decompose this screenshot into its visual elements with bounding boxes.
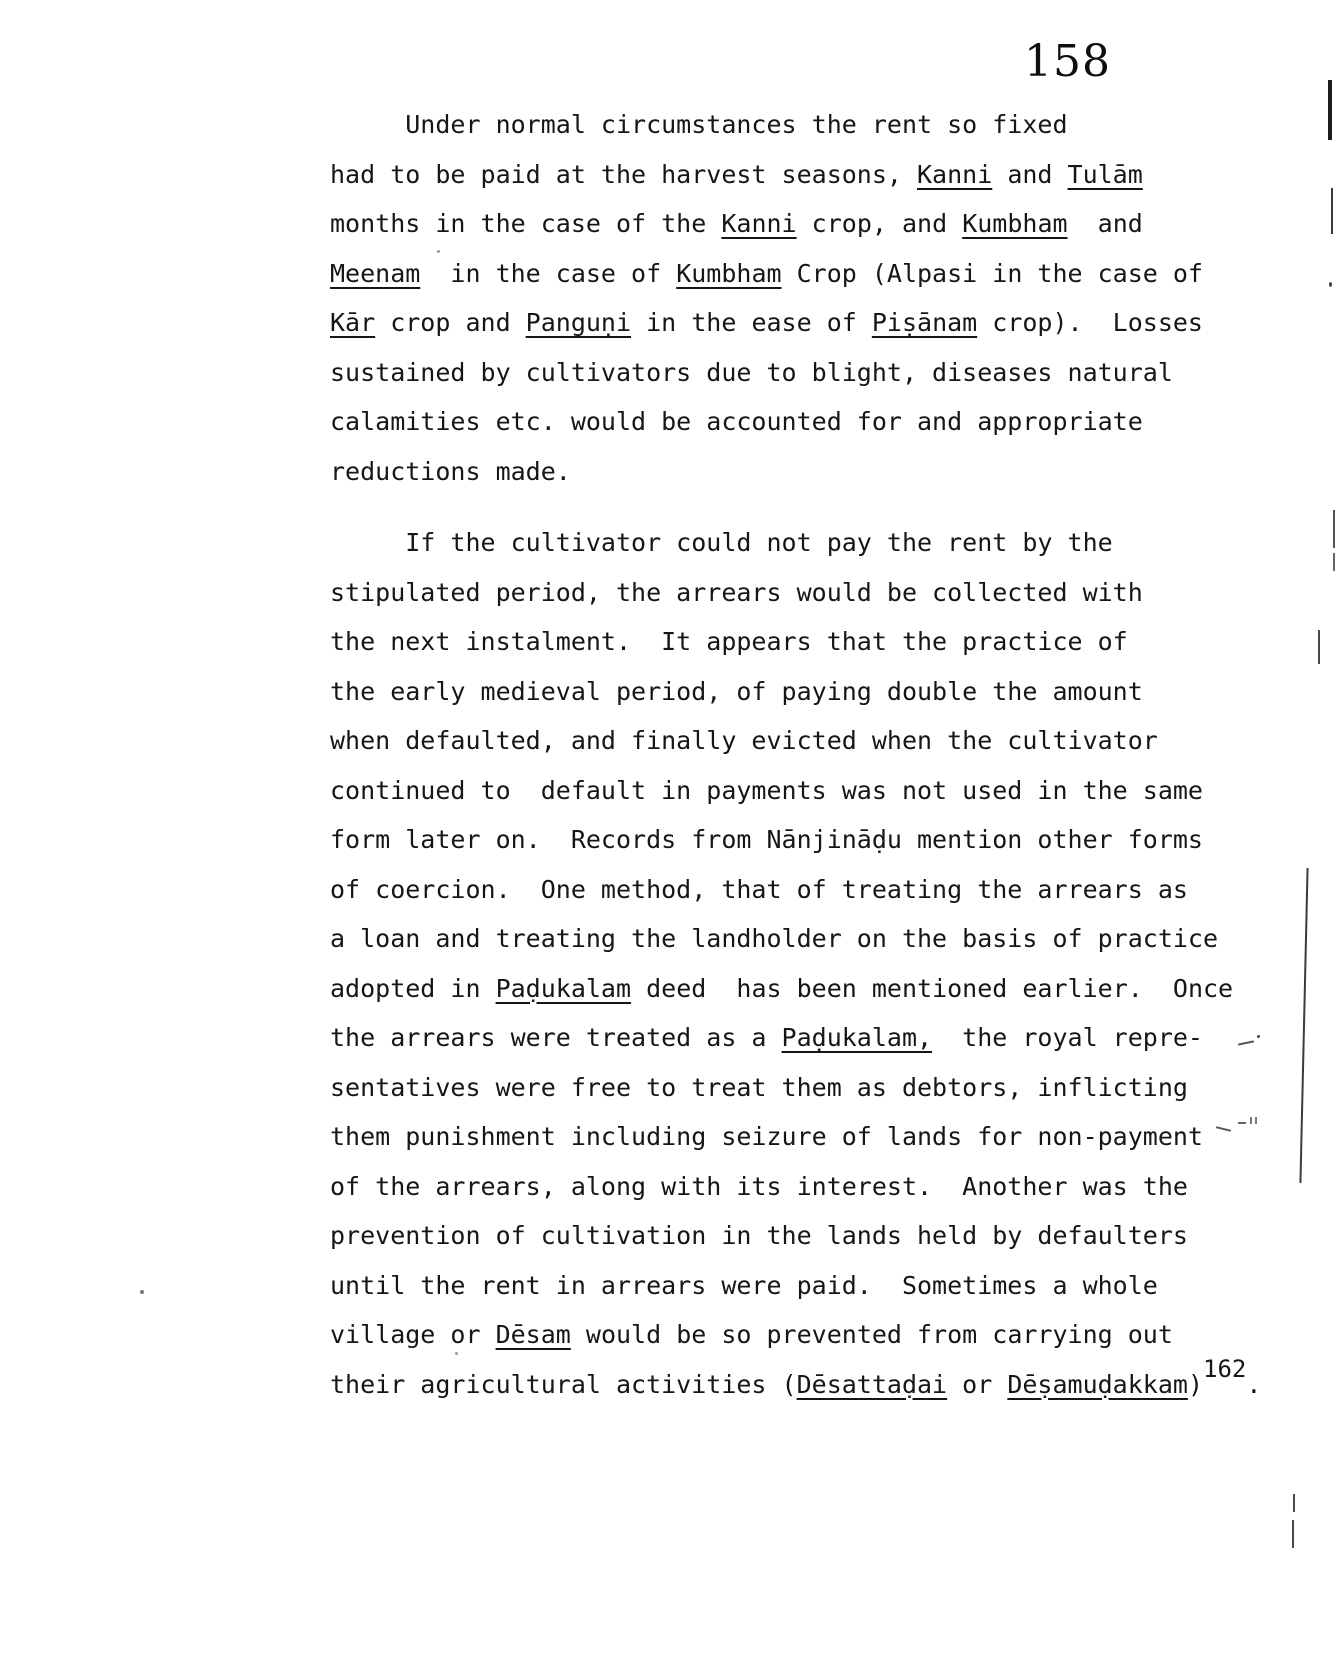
scan-speck-1: [140, 1290, 144, 1294]
text-line: [330, 348, 1270, 398]
underlined-term: Dēsam: [495, 1320, 571, 1349]
text-segment: would be so prevented from carrying out: [570, 1320, 1173, 1349]
scan-mark-edge-2: [1331, 188, 1333, 234]
text-segment: ): [1187, 1369, 1204, 1399]
text-segment: reductions made.: [330, 456, 571, 486]
scan-mark-dash-3: [1238, 1122, 1246, 1124]
text-segment: Under normal circumstances the rent so fixed: [330, 110, 1068, 139]
text-segment: prevention of cultivation in the lands held by defaulters: [330, 1221, 1188, 1250]
text-line: [330, 199, 1270, 249]
scan-mark-long-line: [1299, 868, 1308, 1183]
text-line: [330, 1063, 1270, 1113]
text-segment: the early medieval period, of paying double the amount: [330, 676, 1143, 706]
text-line: [330, 447, 1270, 497]
text-line: [330, 1310, 1270, 1360]
scan-mark-tick-2: [1293, 1494, 1295, 1512]
text-segment: stipulated period, the arrears would be collected with: [330, 577, 1143, 607]
text-line: [330, 100, 1270, 150]
text-line: [330, 766, 1270, 816]
underlined-term: Kanni: [721, 209, 797, 238]
text-segment: and: [992, 159, 1068, 189]
paragraph: [330, 518, 1270, 1409]
text-segment: months in the case of the: [330, 209, 722, 238]
text-line: [330, 298, 1270, 348]
text-line: [330, 249, 1270, 299]
underlined-term: Kumbham: [676, 258, 782, 288]
text-segment: and: [1067, 209, 1143, 238]
text-segment: If the cultivator could not pay the rent by the: [330, 528, 1113, 557]
scan-speck-3: [455, 1352, 458, 1355]
underlined-term: Tulām: [1067, 159, 1143, 189]
text-segment: crop and: [375, 308, 526, 337]
text-line: [330, 1013, 1270, 1063]
text-line: [330, 964, 1270, 1014]
scan-mark-tick-3: [1292, 1520, 1294, 1548]
text-segment: had to be paid at the harvest seasons,: [330, 159, 917, 189]
text-segment: .: [1246, 1369, 1262, 1399]
text-line: [330, 1112, 1270, 1162]
text-segment: of the arrears, along with its interest. Another was the: [330, 1171, 1188, 1201]
text-segment: deed has been mentioned earlier. Once: [631, 973, 1234, 1003]
underlined-term: Kanni: [917, 159, 993, 189]
text-segment: continued to default in payments was not used in the same: [330, 775, 1203, 805]
text-line: [330, 150, 1270, 200]
text-segment: sustained by cultivators due to blight, diseases natural: [330, 357, 1173, 387]
scan-mark-edge-1: [1328, 80, 1332, 140]
scan-mark-tick-5: [1255, 1117, 1257, 1124]
text-segment: adopted in: [330, 973, 496, 1003]
text-line: [330, 865, 1270, 915]
text-segment: crop). Losses: [977, 308, 1203, 337]
text-segment: a loan and treating the landholder on the basis of practice: [330, 924, 1219, 953]
scan-mark-edge-3: [1329, 282, 1332, 287]
scan-mark-tick-1: [1318, 630, 1320, 664]
text-segment: them punishment including seizure of lands for non-payment: [330, 1122, 1203, 1151]
underlined-term: Panguṇi: [525, 308, 632, 337]
text-segment: or: [947, 1369, 1008, 1399]
text-line: [330, 1162, 1270, 1212]
page-number: 158: [1024, 36, 1111, 87]
text-segment: when defaulted, and finally evicted when the cultivator: [330, 726, 1158, 755]
text-segment: Crop (Alpasi in the case of: [781, 258, 1203, 288]
text-segment: in the case of: [420, 258, 677, 288]
text-segment: the royal repre-: [932, 1023, 1203, 1052]
text-segment: calamities etc. would be accounted for and appropriate: [330, 407, 1143, 436]
underlined-term: Kumbham: [962, 209, 1068, 238]
text-line: [330, 397, 1270, 447]
text-line: [330, 914, 1270, 964]
scan-mark-dot-1: [1257, 1035, 1260, 1038]
underlined-term: Dēsattaḍai: [796, 1369, 948, 1399]
text-line: [330, 568, 1270, 618]
text-line: [330, 617, 1270, 667]
document-body: [330, 100, 1270, 1409]
text-line: [330, 518, 1270, 568]
underlined-term: Paḍukalam,: [781, 1023, 933, 1052]
scan-speck-2: [437, 250, 440, 253]
footnote-marker: 162: [1203, 1354, 1247, 1383]
underlined-term: Paḍukalam: [495, 973, 632, 1003]
text-segment: of coercion. One method, that of treating the arrears as: [330, 874, 1188, 904]
scan-mark-tick-4: [1250, 1117, 1252, 1124]
underlined-term: Meenam: [330, 258, 421, 288]
underlined-term: Piṣānam: [871, 308, 978, 337]
text-segment: crop, and: [796, 209, 963, 238]
text-segment: village or: [330, 1320, 496, 1349]
text-segment: until the rent in arrears were paid. Sometimes a whole: [330, 1270, 1158, 1300]
underlined-term: Dēṣamuḍakkam: [1007, 1369, 1188, 1399]
text-line: [330, 667, 1270, 717]
text-segment: form later on. Records from Nānjināḍu mention other forms: [330, 825, 1203, 854]
text-line: [330, 815, 1270, 865]
text-line: [330, 1261, 1270, 1311]
text-segment: in the ease of: [631, 308, 872, 337]
text-segment: the next instalment. It appears that the practice of: [330, 627, 1128, 656]
text-segment: their agricultural activities (: [330, 1369, 797, 1399]
text-segment: sentatives were free to treat them as debtors, inflicting: [330, 1072, 1188, 1102]
text-segment: the arrears were treated as a: [330, 1023, 782, 1052]
paragraph: [330, 100, 1270, 496]
text-line: [330, 716, 1270, 766]
text-line: [330, 1354, 1270, 1410]
underlined-term: Kār: [330, 308, 376, 337]
text-line: [330, 1211, 1270, 1261]
